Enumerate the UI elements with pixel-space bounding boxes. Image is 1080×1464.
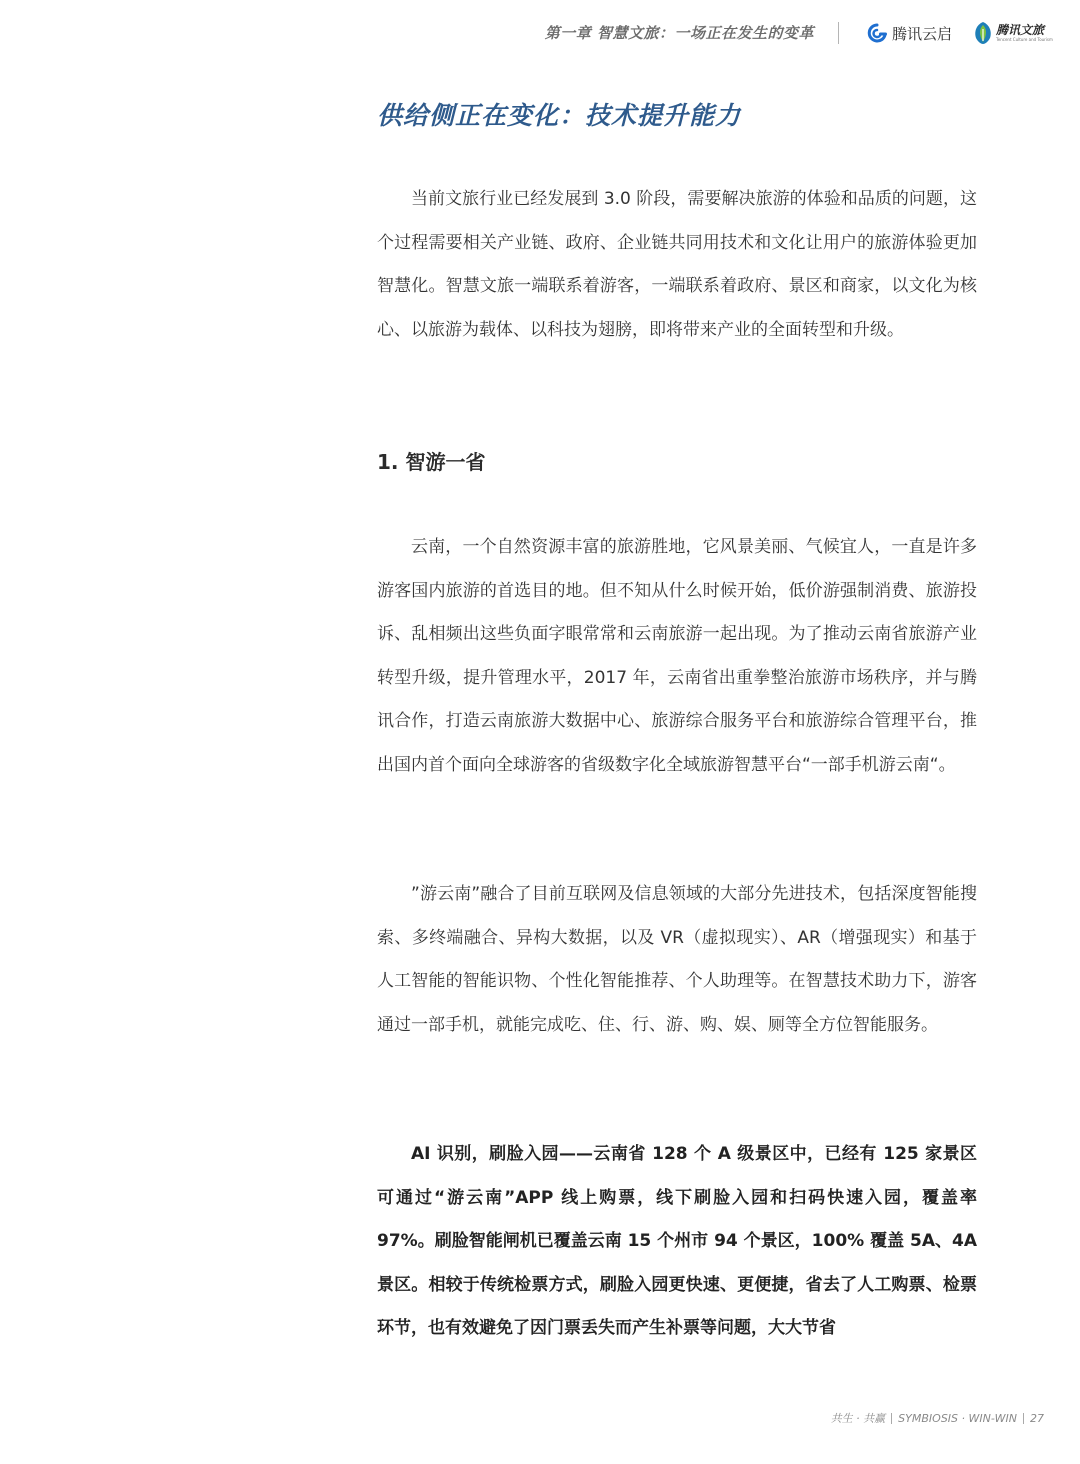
tencent-wenlv-logo — [973, 20, 1053, 46]
logo-yunqi-text: 腾讯云启 — [892, 24, 953, 43]
footer-slogan: 共生 · 共赢 — [830, 1412, 886, 1425]
header-divider — [838, 22, 839, 44]
footer-divider — [1023, 1413, 1024, 1424]
logo-wenlv-text: 腾讯文旅 — [996, 23, 1045, 37]
page-title: 供给侧正在变化：技术提升能力 — [377, 101, 742, 130]
tencent-yunqi-logo — [866, 22, 952, 44]
leaf-logo-icon — [973, 21, 993, 45]
page-footer — [831, 1410, 1044, 1426]
section-heading: 1. 智游一省 — [377, 450, 486, 474]
page-header — [0, 0, 1080, 66]
paragraph-yunnan: 云南，一个自然资源丰富的旅游胜地，它风景美丽、气候宜人，一直是许多游客国内旅游的首选目的地。但不知从什么时候开始，低价游强制消费、旅游投诉、乱相频出这些负面字眼常常和云南旅游一起出现。为了推动云南省旅游产业转型升级，提升管理水平，2017 年，云南省出重拳整治旅游市场秩序，并与腾讯合作，打造云南旅游大数据中心、旅游综合服务平台和旅游综合管理平台，推出国内首个面向全球游客的省级数字化全域旅游智慧平台“一部手机游云南“。 — [377, 537, 977, 775]
footer-slogan-en: SYMBIOSIS · WIN-WIN — [898, 1411, 1017, 1425]
cloud-logo-icon — [866, 23, 888, 43]
main-content — [377, 96, 978, 1338]
chapter-title: 第一章 智慧文旅：一场正在发生的变革 — [544, 24, 814, 42]
page-number: 27 — [1030, 1411, 1044, 1425]
footer-divider — [891, 1413, 892, 1424]
logo-wenlv-subtext: Tencent Culture and Tourism — [996, 37, 1053, 42]
paragraph-ai-face: AI 识别，刷脸入园——云南省 128 个 A 级景区中，已经有 125 家景区可通过“游云南”APP 线上购票，线下刷脸入园和扫码快速入园，覆盖率 97%。刷脸智能闸机已覆盖云南 15 个州市 94 个景区，100% 覆盖 5A、4A 景区。相较于传统检票方式，刷脸入园更快速、更便捷，省去了人工购票、检票环节，也有效避免了因门票丢失而产生补票等问题，大大节省 — [377, 1144, 978, 1338]
paragraph-tech: ”游云南”融合了目前互联网及信息领域的大部分先进技术，包括深度智能搜索、多终端融合、异构大数据，以及 VR（虚拟现实）、AR（增强现实）和基于人工智能的智能识物、个性化智能推荐、个人助理等。在智慧技术助力下，游客通过一部手机，就能完成吃、住、行、游、购、娱、厕等全方位智能服务。 — [377, 884, 977, 1035]
paragraph-intro: 当前文旅行业已经发展到 3.0 阶段，需要解决旅游的体验和品质的问题，这个过程需要相关产业链、政府、企业链共同用技术和文化让用户的旅游体验更加智慧化。智慧文旅一端联系着游客，一端联系着政府、景区和商家，以文化为核心、以旅游为载体、以科技为翅膀，即将带来产业的全面转型和升级。 — [377, 189, 977, 340]
